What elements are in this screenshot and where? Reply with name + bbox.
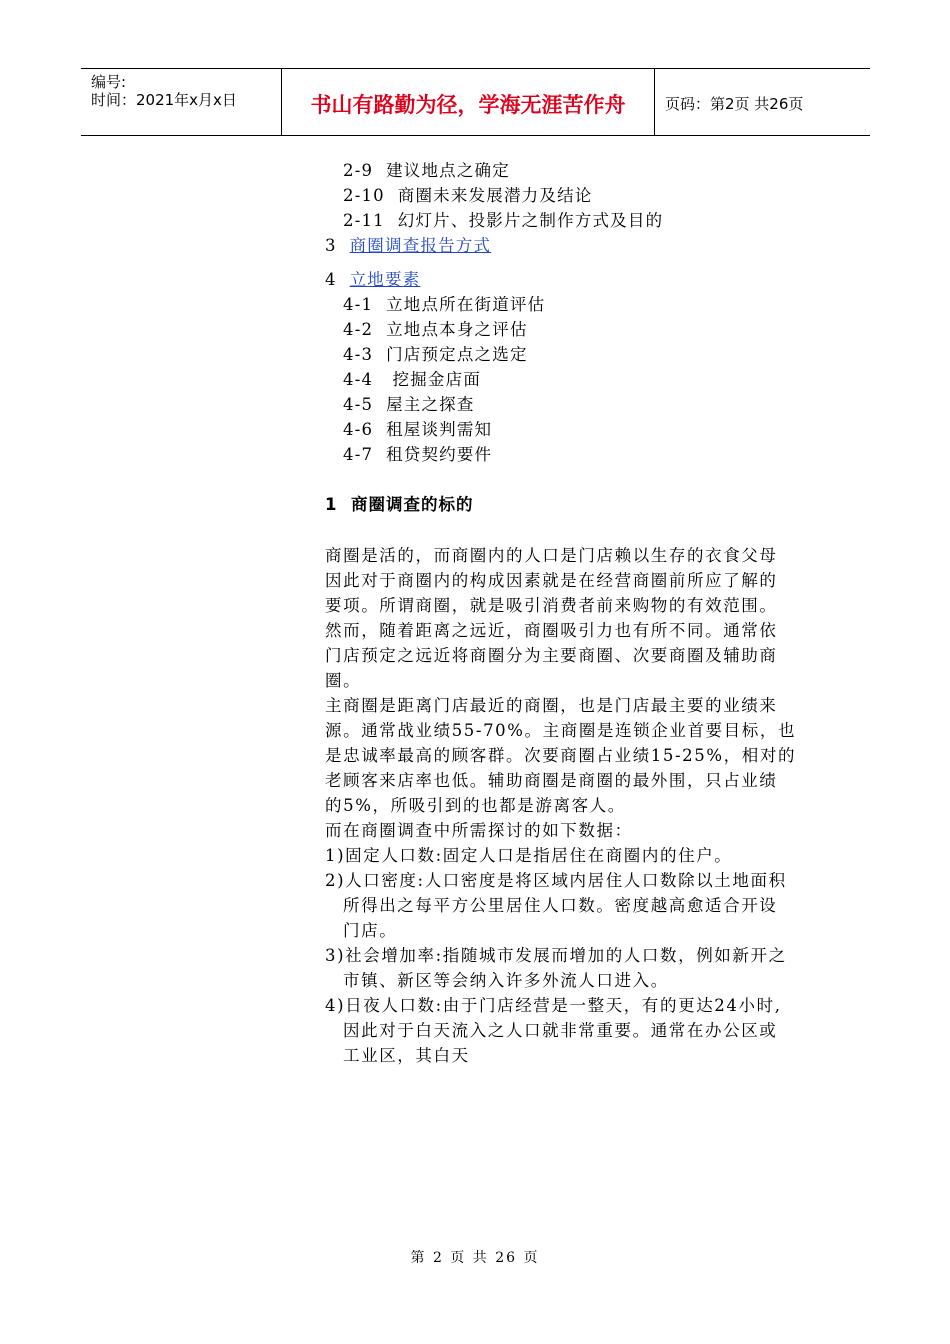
paragraph-line: 主商圈是距离门店最近的商圈，也是门店最主要的业绩来 — [325, 696, 778, 715]
list-item-continuation: 门店。 — [343, 921, 398, 940]
paragraph-line: 老顾客来店率也低。辅助商圈是商圈的最外围，只占业绩 — [325, 771, 778, 790]
list-item-continuation: 工业区，其白天 — [343, 1046, 470, 1065]
list-item: 1)固定人口数:固定人口是指居住在商圈内的住户。 — [325, 846, 733, 865]
toc-item-number: 4-1 — [343, 295, 374, 314]
toc-item — [343, 370, 481, 390]
toc-item-text: 建议地点之确定 — [386, 161, 510, 180]
page-footer: 第 2 页 共 26 页 — [410, 1250, 540, 1266]
header-middle-cell — [281, 69, 655, 135]
paragraph-line: 的5%，所吸引到的也都是游离客人。 — [325, 796, 626, 815]
page-header — [81, 68, 870, 136]
list-item: 4)日夜人口数:由于门店经营是一整天，有的更达24小时, — [325, 996, 782, 1015]
serial-label: 编号: — [91, 73, 127, 91]
toc-item-text: 商圈未来发展潜力及结论 — [397, 186, 593, 205]
list-item-continuation: 因此对于白天流入之人口就非常重要。通常在办公区或 — [343, 1021, 778, 1040]
toc-item-number: 4-4 — [343, 370, 374, 389]
paragraph-line: 因此对于商圈内的构成因素就是在经营商圈前所应了解的 — [325, 571, 778, 590]
toc-item — [343, 186, 592, 206]
toc-item-text: 立地点所在街道评估 — [386, 295, 546, 314]
toc-item — [343, 395, 475, 415]
toc-item — [343, 345, 528, 365]
toc-item-number: 4-6 — [343, 420, 374, 439]
toc-item-number: 4 — [325, 270, 337, 289]
toc-item-text: 租屋谈判需知 — [386, 420, 493, 439]
paragraph-line: 门店预定之远近将商圈分为主要商圈、次要商圈及辅助商 — [325, 646, 778, 665]
paragraph-line: 圈。 — [325, 671, 362, 690]
header-left-cell — [81, 69, 281, 135]
section-title: 商圈调查的标的 — [350, 495, 474, 514]
paragraph-line: 源。通常战业绩55-70%。主商圈是连锁企业首要目标，也 — [325, 721, 797, 740]
toc-item — [343, 295, 545, 315]
toc-item — [343, 420, 492, 440]
toc-item-number: 4-7 — [343, 445, 374, 464]
section-heading — [325, 495, 473, 515]
toc-item — [343, 211, 663, 231]
paragraph-line: 然而，随着距离之远近，商圈吸引力也有所不同。通常依 — [325, 621, 778, 640]
toc-item — [343, 320, 528, 340]
toc-item-number: 4-3 — [343, 345, 374, 364]
toc-item-text: 幻灯片、投影片之制作方式及目的 — [397, 211, 664, 230]
toc-item — [325, 270, 420, 290]
paragraph-line: 要项。所谓商圈，就是吸引消费者前来购物的有效范围。 — [325, 596, 778, 615]
toc-item-text: 屋主之探查 — [386, 395, 475, 414]
toc-item — [325, 236, 491, 256]
time-label: 时间：2021年x月x日 — [91, 91, 237, 109]
toc-item-text: 立地点本身之评估 — [386, 320, 528, 339]
toc-link-site-factors[interactable]: 立地要素 — [349, 270, 421, 289]
toc-item-number: 2-9 — [343, 161, 374, 180]
toc-item-text: 租贷契约要件 — [386, 445, 493, 464]
section-number: 1 — [325, 495, 338, 514]
toc-item-number: 2-11 — [343, 211, 385, 230]
paragraph-line: 而在商圈调查中所需探讨的如下数据： — [325, 821, 633, 840]
list-item: 3)社会增加率:指随城市发展而增加的人口数，例如新开之 — [325, 946, 787, 965]
toc-item-text: 挖掘金店面 — [392, 370, 482, 389]
toc-item-text: 门店预定点之选定 — [386, 345, 528, 364]
list-item-continuation: 市镇、新区等会纳入许多外流人口进入。 — [343, 971, 669, 990]
toc-item-number: 4-2 — [343, 320, 374, 339]
paragraph-line: 是忠诚率最高的顾客群。次要商圈占业绩15-25%，相对的 — [325, 746, 797, 765]
toc-item-number: 3 — [325, 236, 337, 255]
toc-item-number: 4-5 — [343, 395, 374, 414]
toc-item — [343, 161, 510, 181]
header-right-cell — [655, 69, 870, 135]
header-page-info: 页码：第2页 共26页 — [665, 95, 804, 113]
toc-item-number: 2-10 — [343, 186, 385, 205]
header-motto: 书山有路勤为径，学海无涯苦作舟 — [310, 93, 626, 117]
toc-item — [343, 445, 492, 465]
list-item: 2)人口密度:人口密度是将区域内居住人口数除以土地面积 — [325, 871, 787, 890]
toc-link-report-method[interactable]: 商圈调查报告方式 — [349, 236, 492, 255]
paragraph-line: 商圈是活的，而商圈内的人口是门店赖以生存的衣食父母 — [325, 546, 778, 565]
list-item-continuation: 所得出之每平方公里居住人口数。密度越高愈适合开设 — [343, 896, 778, 915]
